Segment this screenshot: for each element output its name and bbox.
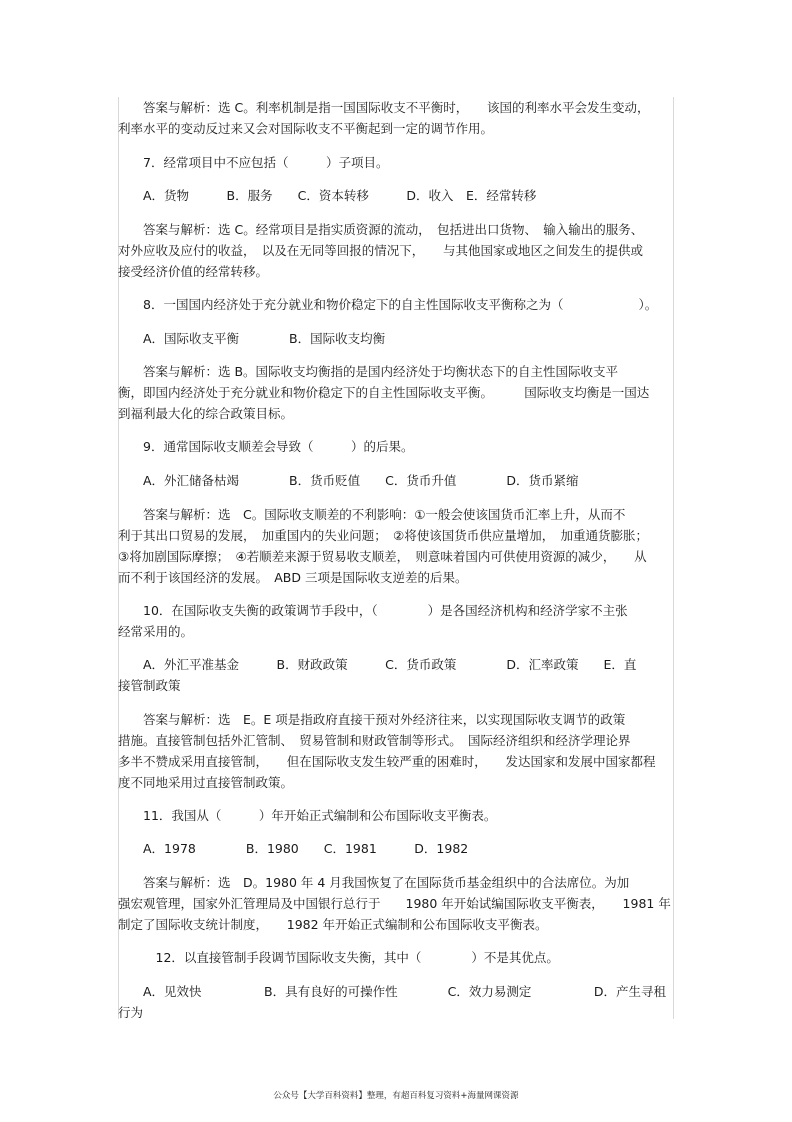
page-footer: 公众号【大学百科资料】整理，有超百科复习资料+海量网课资源 [273, 1091, 519, 1101]
question-block [118, 152, 674, 173]
question-line: 12．以直接管制手段调节国际收支失衡，其中（ ）不是其优点。 [118, 950, 559, 965]
text-line: 而不利于该国经济的发展。 ABD 三项是国际收支逆差的后果。 [118, 570, 468, 585]
options-line: A．1978 B．1980 C．1981 D．1982 [118, 841, 469, 856]
options-line: A．见效快 B．具有良好的可操作性 C．效力易测定 D．产生寻租 [118, 984, 666, 999]
text-line: 制定了国际收支统计制度， 1982 年开始正式编制和公布国际收支平衡表。 [118, 917, 548, 932]
text-line: 利率水平的变动反过来又会对国际收支不平衡起到一定的调节作用。 [118, 121, 494, 136]
answer-block [118, 504, 674, 588]
text-line: 对外应收及应付的收益， 以及在无同等回报的情况下， 与其他国家或地区之间发生的提供或 [118, 243, 644, 258]
question-block [118, 436, 674, 457]
options-block [118, 838, 674, 859]
text-line: 答案与解析：选 C。国际收支顺差的不利影响：①一般会使该国货币汇率上升，从而不 [118, 507, 626, 522]
question-line: 8．一国国内经济处于充分就业和物价稳定下的自主性国际收支平衡称之为（ ）。 [118, 297, 658, 312]
options-line: A．货物 B．服务 C．资本转移 D．收入 E．经常转移 [118, 188, 537, 203]
options-line: 行为 [118, 1005, 144, 1020]
options-block [118, 981, 674, 1023]
options-line: A．国际收支平衡 B．国际收支均衡 [118, 331, 386, 346]
answer-block [118, 97, 674, 139]
answer-block [118, 219, 674, 282]
options-block [118, 470, 674, 491]
answer-block [118, 361, 674, 424]
options-line: 接管制政策 [118, 678, 181, 693]
options-line: A．外汇平准基金 B．财政政策 C．货币政策 D．汇率政策 E．直 [118, 657, 637, 672]
text-line: 答案与解析：选 C。利率机制是指一国国际收支不平衡时， 该国的利率水平会发生变动， [118, 100, 650, 115]
text-line: 接受经济价值的经常转移。 [118, 264, 269, 279]
text-line: 答案与解析：选 E。E 项是指政府直接干预对外经济往来，以实现国际收支调节的政策 [118, 712, 626, 727]
text-line: 答案与解析：选 B。国际收支均衡指的是国内经济处于均衡状态下的自主性国际收支平 [118, 364, 619, 379]
answer-block [118, 709, 674, 793]
question-block [118, 947, 674, 968]
text-line: 衡，即国内经济处于充分就业和物价稳定下的自主性国际收支平衡。 国际收支均衡是一国达 [118, 385, 650, 400]
text-line: ③将加剧国际摩擦； ④若顺差来源于贸易收支顺差， 则意味着国内可供使用资源的减少， 从 [118, 549, 647, 564]
question-line: 经常采用的。 [118, 624, 194, 639]
text-line: 答案与解析：选 C。经常项目是指实质资源的流动， 包括进出口货物、 输入输出的服务、 [118, 222, 644, 237]
text-line: 措施。直接管制包括外汇管制、 贸易管制和财政管制等形式。 国际经济组织和经济学理论界 [118, 733, 631, 748]
text-line: 度不同地采用过直接管制政策。 [118, 775, 294, 790]
text-line: 多半不赞成采用直接管制， 但在国际收支发生较严重的困难时， 发达国家和发展中国家都程 [118, 754, 656, 769]
options-block [118, 328, 674, 349]
question-line: 11．我国从（ ）年开始正式编制和公布国际收支平衡表。 [118, 808, 497, 823]
text-line: 答案与解析：选 D。1980 年 4 月我国恢复了在国际货币基金组织中的合法席位。为加 [118, 875, 630, 890]
options-line: A．外汇储备枯竭 B．货币贬值 C．货币升值 D．货币紧缩 [118, 473, 579, 488]
question-block [118, 294, 674, 315]
text-line: 强宏观管理，国家外汇管理局及中国银行总行于 1980 年开始试编国际收支平衡表， 1981 年 [118, 896, 671, 911]
question-block [118, 805, 674, 826]
question-line: 7．经常项目中不应包括（ ）子项目。 [118, 155, 389, 170]
question-line: 10．在国际收支失衡的政策调节手段中，（ ）是各国经济机构和经济学家不主张 [118, 603, 628, 618]
text-line: 到福利最大化的综合政策目标。 [118, 406, 294, 421]
answer-block [118, 872, 674, 935]
text-line: 利于其出口贸易的发展， 加重国内的失业问题； ②将使该国货币供应量增加， 加重通货膨胀； [118, 528, 648, 543]
options-block [118, 185, 674, 206]
options-block [118, 654, 674, 696]
question-block [118, 600, 674, 642]
question-line: 9．通常国际收支顺差会导致（ ）的后果。 [118, 439, 414, 454]
